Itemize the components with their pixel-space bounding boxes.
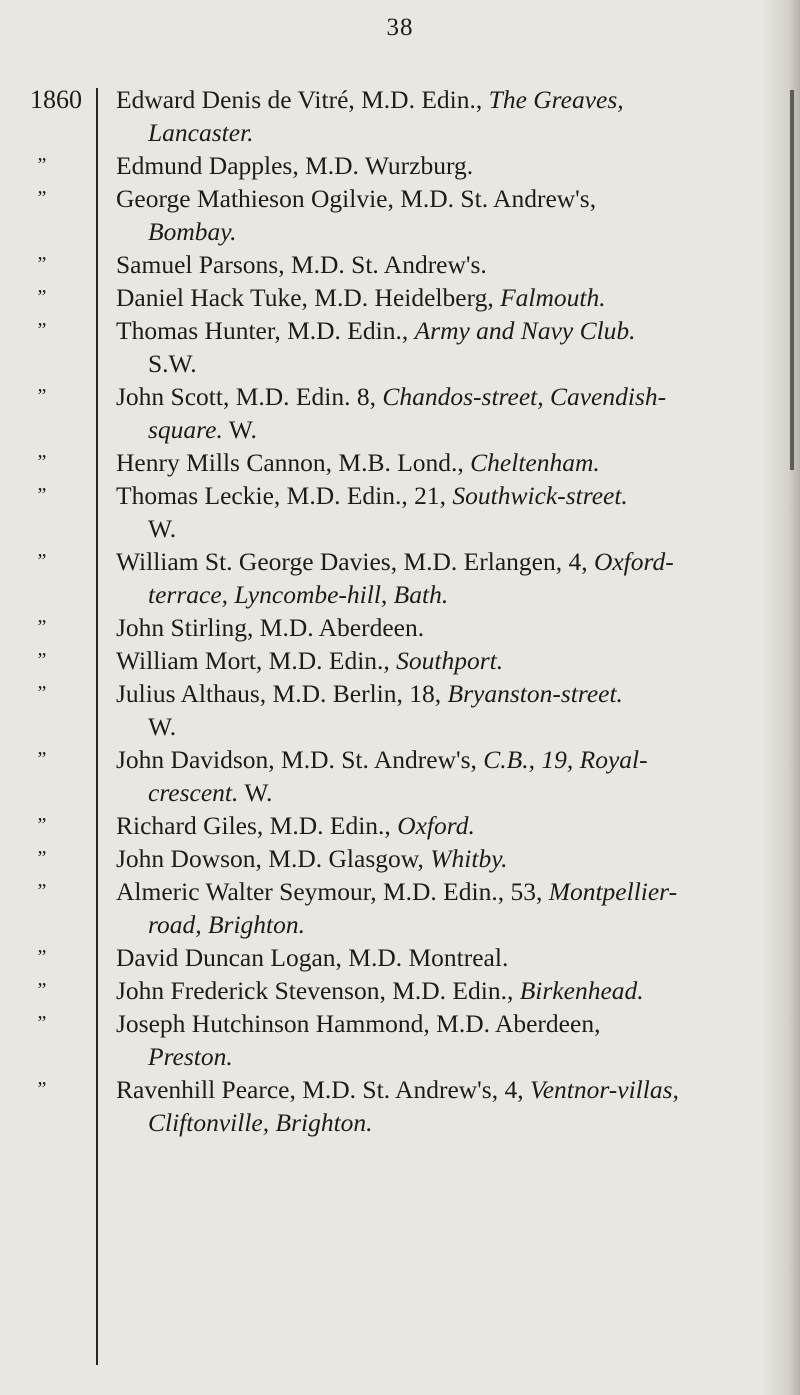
- entry-line: [116, 743, 790, 776]
- member-address: The Greaves,: [488, 85, 624, 114]
- ditto-mark: ”: [37, 385, 47, 407]
- entry-continuation: [116, 1040, 790, 1073]
- entry-line: [116, 479, 790, 512]
- year-label: 1860: [30, 85, 82, 114]
- ditto-mark: ”: [37, 1012, 47, 1034]
- member-name: John Scott, M.D. Edin. 8,: [116, 382, 376, 411]
- list-item: [30, 1007, 790, 1073]
- member-address: Ventnor-villas,: [529, 1075, 679, 1104]
- district-code: W.: [244, 778, 273, 807]
- list-item: [30, 809, 790, 842]
- ditto-mark: ”: [37, 847, 47, 869]
- entry-line: [116, 380, 790, 413]
- member-address: Falmouth.: [500, 283, 606, 312]
- member-address: Montpellier-: [548, 877, 678, 906]
- member-list: [30, 83, 790, 1139]
- member-address: Southport.: [396, 646, 504, 675]
- member-address: C.B., 19, Royal-: [483, 745, 648, 774]
- member-name: Henry Mills Cannon, M.B. Lond.,: [116, 448, 464, 477]
- list-item: [30, 842, 790, 875]
- member-name: Daniel Hack Tuke, M.D. Heidelberg,: [116, 283, 494, 312]
- ditto-mark: ”: [37, 253, 47, 275]
- district-code: S.W.: [148, 349, 197, 378]
- entry-continuation: [116, 512, 790, 545]
- list-item: [30, 1073, 790, 1139]
- entry-continuation: [116, 215, 790, 248]
- district-code: W.: [228, 415, 257, 444]
- list-item: [30, 446, 790, 479]
- ditto-mark: ”: [37, 1078, 47, 1100]
- member-address: square.: [148, 415, 223, 444]
- ditto-mark: ”: [37, 946, 47, 968]
- entry-line: [116, 1007, 790, 1040]
- entry-line: [116, 446, 790, 479]
- member-name: William Mort, M.D. Edin.,: [116, 646, 390, 675]
- entry-line: [116, 974, 790, 1007]
- entry-continuation: [116, 1106, 790, 1139]
- member-name: Thomas Hunter, M.D. Edin.,: [116, 316, 409, 345]
- list-item: [30, 611, 790, 644]
- member-name: Richard Giles, M.D. Edin.,: [116, 811, 391, 840]
- member-address: Lancaster.: [148, 118, 254, 147]
- ditto-mark: ”: [37, 187, 47, 209]
- member-address: Bombay.: [148, 217, 237, 246]
- entry-line: [116, 1073, 790, 1106]
- member-address: Cliftonville, Brighton.: [148, 1108, 373, 1137]
- ditto-mark: ”: [37, 550, 47, 572]
- member-name: George Mathieson Ogilvie, M.D. St. Andrew's,: [116, 184, 597, 213]
- list-item: [30, 941, 790, 974]
- member-address: Oxford-: [593, 547, 674, 576]
- entry-line: [116, 611, 790, 644]
- entry-continuation: [116, 413, 790, 446]
- member-address: Cheltenham.: [470, 448, 600, 477]
- entry-line: [116, 545, 790, 578]
- member-name: John Stirling, M.D. Aberdeen.: [116, 613, 425, 642]
- list-item: [30, 83, 790, 149]
- member-name: Thomas Leckie, M.D. Edin., 21,: [116, 481, 447, 510]
- member-name: Joseph Hutchinson Hammond, M.D. Aberdeen,: [116, 1009, 601, 1038]
- member-address: crescent.: [148, 778, 239, 807]
- ditto-mark: ”: [37, 814, 47, 836]
- entry-line: [116, 83, 790, 116]
- member-address: Chandos-street, Cavendish-: [382, 382, 667, 411]
- member-name: William St. George Davies, M.D. Erlangen, 4,: [116, 547, 588, 576]
- ditto-mark: ”: [37, 154, 47, 176]
- list-item: [30, 743, 790, 809]
- member-name: John Frederick Stevenson, M.D. Edin.,: [116, 976, 514, 1005]
- member-name: Almeric Walter Seymour, M.D. Edin., 53,: [116, 877, 543, 906]
- list-item: [30, 479, 790, 545]
- list-item: [30, 677, 790, 743]
- ditto-mark: ”: [37, 880, 47, 902]
- member-address: Birkenhead.: [519, 976, 644, 1005]
- entry-line: [116, 281, 790, 314]
- entry-line: [116, 248, 790, 281]
- list-item: [30, 281, 790, 314]
- entry-line: [116, 809, 790, 842]
- district-code: W.: [148, 514, 177, 543]
- list-item: [30, 380, 790, 446]
- member-address: Bryanston-street.: [447, 679, 623, 708]
- entry-continuation: [116, 347, 790, 380]
- member-address: Preston.: [148, 1042, 233, 1071]
- member-name: Samuel Parsons, M.D. St. Andrew's.: [116, 250, 487, 279]
- entry-continuation: [116, 776, 790, 809]
- page-edge-shadow: [760, 0, 800, 1395]
- entry-continuation: [116, 116, 790, 149]
- ditto-mark: ”: [37, 682, 47, 704]
- list-item: [30, 974, 790, 1007]
- page-edge-mark: [790, 90, 794, 470]
- member-address: Army and Navy Club.: [414, 316, 636, 345]
- entry-line: [116, 875, 790, 908]
- entry-line: [116, 842, 790, 875]
- member-address: Oxford.: [397, 811, 475, 840]
- entry-line: [116, 941, 790, 974]
- member-name: Julius Althaus, M.D. Berlin, 18,: [116, 679, 442, 708]
- list-item: [30, 545, 790, 611]
- ditto-mark: ”: [37, 484, 47, 506]
- entry-continuation: [116, 578, 790, 611]
- page-number: 38: [386, 14, 414, 41]
- member-name: John Dowson, M.D. Glasgow,: [116, 844, 424, 873]
- entry-line: [116, 182, 790, 215]
- entry-line: [116, 149, 790, 182]
- list-item: [30, 875, 790, 941]
- list-item: [30, 314, 790, 380]
- ditto-mark: ”: [37, 319, 47, 341]
- member-address: Southwick-street.: [452, 481, 628, 510]
- member-name: Ravenhill Pearce, M.D. St. Andrew's, 4,: [116, 1075, 524, 1104]
- member-name: Edward Denis de Vitré, M.D. Edin.,: [116, 85, 483, 114]
- list-item: [30, 644, 790, 677]
- member-address: Whitby.: [430, 844, 508, 873]
- ditto-mark: ”: [37, 649, 47, 671]
- ditto-mark: ”: [37, 616, 47, 638]
- member-name: Edmund Dapples, M.D. Wurzburg.: [116, 151, 474, 180]
- entry-continuation: [116, 710, 790, 743]
- entry-line: [116, 314, 790, 347]
- member-address: road, Brighton.: [148, 910, 306, 939]
- list-item: [30, 248, 790, 281]
- ditto-mark: ”: [37, 451, 47, 473]
- member-name: David Duncan Logan, M.D. Montreal.: [116, 943, 509, 972]
- entry-line: [116, 644, 790, 677]
- entry-continuation: [116, 908, 790, 941]
- ditto-mark: ”: [37, 748, 47, 770]
- list-item: [30, 149, 790, 182]
- district-code: W.: [148, 712, 177, 741]
- ditto-mark: ”: [37, 979, 47, 1001]
- member-address: terrace, Lyncombe-hill, Bath.: [148, 580, 449, 609]
- entry-line: [116, 677, 790, 710]
- member-name: John Davidson, M.D. St. Andrew's,: [116, 745, 477, 774]
- list-item: [30, 182, 790, 248]
- ditto-mark: ”: [37, 286, 47, 308]
